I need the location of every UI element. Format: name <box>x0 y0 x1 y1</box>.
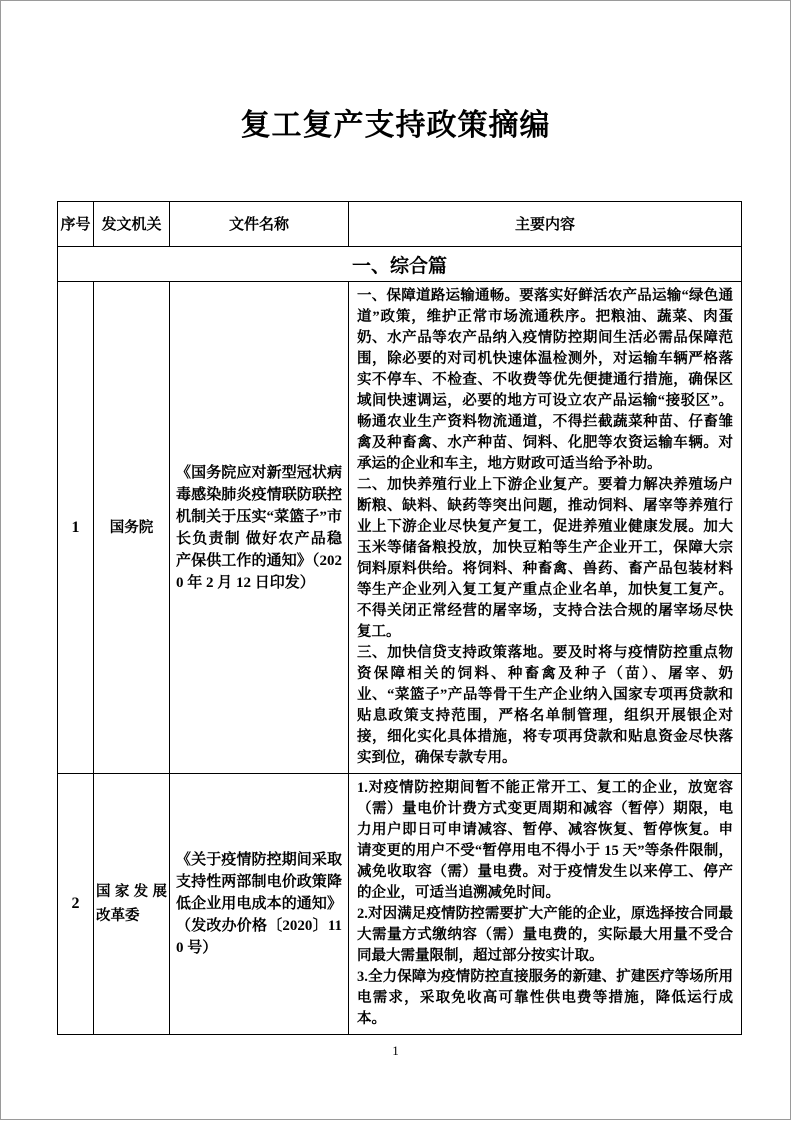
row-main-content <box>349 774 742 1035</box>
page-title: 复工复产支持政策摘编 <box>240 109 551 142</box>
content-paragraph: 一、保障道路运输通畅。要落实好鲜活农产品运输“绿色通道”政策，维护正常市场流通秩序。把粮油、蔬菜、肉蛋奶、水产品等农产品纳入疫情防控期间生活必需品保障范围，除必要的对司机快速体温检测外，对运输车辆严格落实不停车、不检查、不收费等优先便捷通行措施，确保区域间快速调运，必要的地方可设立农产品运输“接驳区”。畅通农业生产资料物流通道，不得拦截蔬菜种苗、仔畜雏禽及种畜禽、水产种苗、饲料、化肥等农资运输车辆。对承运的企业和车主，地方财政可适当给予补助。 <box>357 288 733 472</box>
row-document-name: 《关于疫情防控期间采取支持性两部制电价政策降低企业用电成本的通知》（发改办价格〔2020〕110 号） <box>170 774 349 1035</box>
content-paragraph: 3.全力保障为疫情防控直接服务的新建、扩建医疗等场所用电需求，采取免收高可靠性供电费等措施，降低运行成本。 <box>357 969 733 1027</box>
content-paragraph: 1.对疫情防控期间暂不能正常开工、复工的企业，放宽容（需）量电价计费方式变更周期和减容（暂停）期限，电力用户即日可申请减容、暂停、减容恢复、暂停恢复。申请变更的用户不受“暂停用电不得小于 15 天”等条件限制，减免收取容（需）量电费。对于疫情发生以来停工、停产的企业，可适当追溯减免时间。 <box>357 780 733 901</box>
table-row <box>58 282 742 774</box>
content-paragraph: 2.对因满足疫情防控需要扩大产能的企业，原选择按合同最大需量方式缴纳容（需）量电费的，实际最大用量不受合同最大需量限制，超过部分按实计取。 <box>357 906 733 964</box>
table-header-row <box>58 202 742 247</box>
row-index: 1 <box>58 282 94 774</box>
row-document-name: 《国务院应对新型冠状病毒感染肺炎疫情联防联控机制关于压实“菜篮子”市长负责制 做好农产品稳产保供工作的通知》（2020 年 2 月 12 日印发） <box>170 282 349 774</box>
header-cell-index: 序号 <box>58 202 94 247</box>
row-index: 2 <box>58 774 94 1035</box>
header-cell-document: 文件名称 <box>170 202 349 247</box>
row-agency: 国务院 <box>94 282 170 774</box>
header-cell-agency: 发文机关 <box>94 202 170 247</box>
row-main-content <box>349 282 742 774</box>
row-agency: 国家发展改革委 <box>94 774 170 1035</box>
section-header-row <box>58 247 742 282</box>
content-paragraph: 二、加快养殖行业上下游企业复产。要着力解决养殖场户断粮、缺料、缺药等突出问题，推动饲料、屠宰等养殖行业上下游企业尽快复产复工，促进养殖业健康发展。加大玉米等储备粮投放，加快豆粕等生产企业开工，保障大宗饲料原料供给。将饲料、种畜禽、兽药、畜产品包装材料等生产企业列入复工复产重点企业名单，加快复工复产。不得关闭正常经营的屠宰场，支持合法合规的屠宰场尽快复工。 <box>357 477 733 640</box>
header-cell-content: 主要内容 <box>349 202 742 247</box>
policy-table <box>57 201 742 1035</box>
section-title: 一、综合篇 <box>58 247 742 282</box>
page-number: 1 <box>392 1043 399 1058</box>
table-row <box>58 774 742 1035</box>
content-paragraph: 三、加快信贷支持政策落地。要及时将与疫情防控重点物资保障相关的饲料、种畜禽及种子（苗）、屠宰、奶业、“菜篮子”产品等骨干生产企业纳入国家专项再贷款和贴息政策支持范围，严格名单制管理，组织开展银企对接，细化实化具体措施，将专项再贷款和贴息资金尽快落实到位，确保专款专用。 <box>357 645 733 766</box>
